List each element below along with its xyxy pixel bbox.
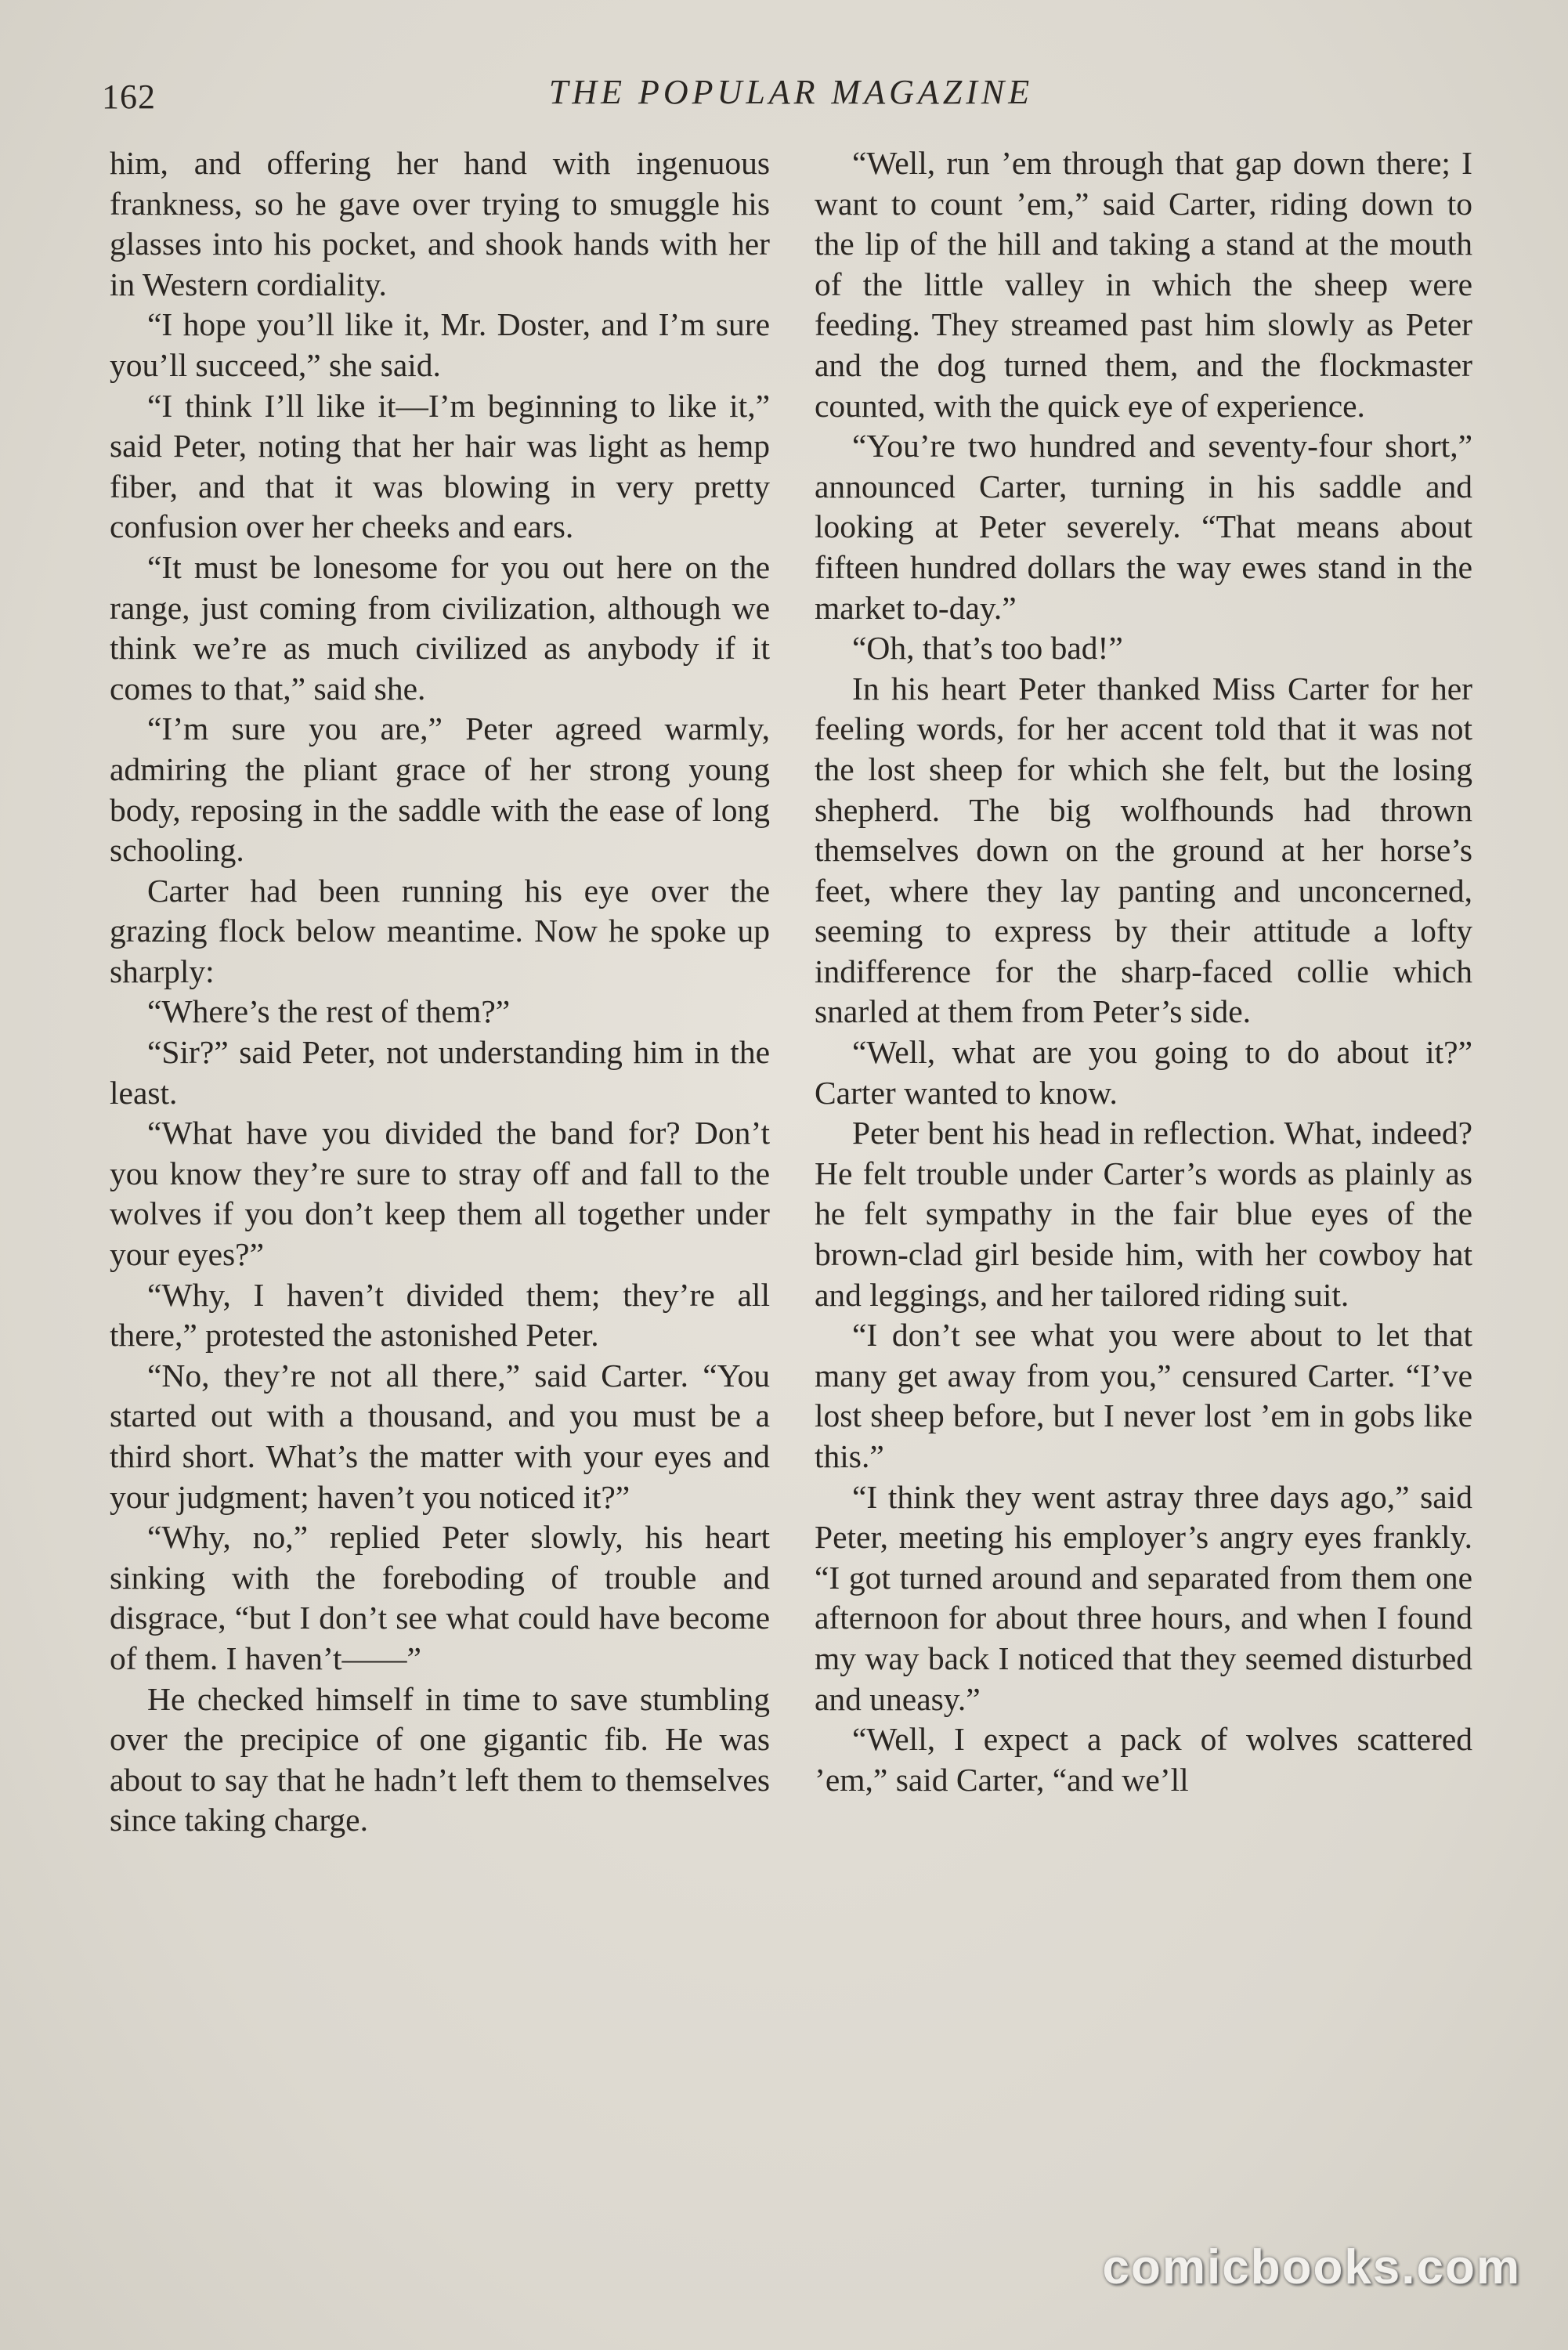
paragraph: Carter had been running his eye over the grazing flock below meantime. Now he spoke up sharply:: [110, 872, 770, 989]
paragraph: “No, they’re not all there,” said Carter. “You started out with a thousand, and you must be a third short. What’s the matter with your eyes and your judgment; haven’t you noticed it?”: [110, 1357, 770, 1515]
paragraph: “I think they went astray three days ago,” said Peter, meeting his employer’s angry eyes frankly. “I got turned around and separated from them one afternoon for about three hours, and when I found my way back I noticed that they seemed disturbed and uneasy.”: [815, 1478, 1472, 1717]
paragraph: “It must be lonesome for you out here on the range, just coming from civilization, although we think we’re as much civilized as anybody if it comes to that,” said she.: [110, 548, 770, 707]
running-title: THE POPULAR MAGAZINE: [548, 73, 1034, 111]
paragraph: “Well, what are you going to do about it?” Carter wanted to know.: [815, 1034, 1472, 1111]
paragraph: “Well, run ’em through that gap down there; I want to count ’em,” said Carter, riding down to the lip of the hill and taking a stand at the mouth of the little valley in which the sheep were feeding. They streamed past him slowly as Peter and the dog turned them, and the flockmaster counted, with the quick eye of experience.: [815, 145, 1472, 424]
paragraph: “You’re two hundred and seventy-four short,” announced Carter, turning in his saddle and looking at Peter severely. “That means about fifteen hundred dollars the way ewes stand in the market to-day.”: [815, 428, 1472, 626]
paragraph: “Sir?” said Peter, not understanding him in the least.: [110, 1034, 770, 1111]
paragraph: “I’m sure you are,” Peter agreed warmly, admiring the pliant grace of her strong young body, reposing in the saddle with the ease of long schooling.: [110, 710, 770, 869]
paragraph: “Why, no,” replied Peter slowly, his heart sinking with the foreboding of trouble and disgrace, “but I don’t see what could have become of them. I haven’t——”: [110, 1519, 770, 1676]
paragraph: Peter bent his head in reflection. What, indeed? He felt trouble under Carter’s words as plainly as he felt sympathy in the fair blue eyes of the brown-clad girl beside him, with her cowboy hat and leggings, and her tailored riding suit.: [815, 1115, 1472, 1313]
paragraph: “I think I’ll like it—I’m beginning to like it,” said Peter, noting that her hair was light as hemp fiber, and that it was blowing in very pretty confusion over her cheeks and ears.: [110, 387, 770, 545]
left-column: [110, 143, 770, 1841]
watermark: comicbooks.com: [1102, 2240, 1521, 2294]
paragraph: “What have you divided the band for? Don’t you know they’re sure to stray off and fall to the wolves if you don’t keep them all together under your eyes?”: [110, 1115, 770, 1273]
right-column: [815, 143, 1472, 1800]
paragraph: “Why, I haven’t divided them; they’re all there,” protested the astonished Peter.: [110, 1276, 770, 1354]
paragraph: “Well, I expect a pack of wolves scattered ’em,” said Carter, “and we’ll: [815, 1721, 1472, 1798]
page-header: [102, 66, 1480, 121]
paragraph: “Oh, that’s too bad!”: [852, 630, 1123, 667]
paragraph: In his heart Peter thanked Miss Carter for her feeling words, for her accent told that it was not the lost sheep for which she felt, but the losing shepherd. The big wolfhounds had thrown themselves down on the ground at her horse’s feet, where they lay panting and unconcerned, seeming to express by their attitude a lofty indifference for the sharp-faced collie which snarled at them from Peter’s side.: [815, 670, 1472, 1030]
paragraph: “Where’s the rest of them?”: [147, 993, 511, 1030]
paragraph: him, and offering her hand with ingenuous frankness, so he gave over trying to smuggle his glasses into his pocket, and shook hands with her in Western cordiality.: [110, 145, 770, 302]
page-number: 162: [102, 78, 156, 116]
paragraph: He checked himself in time to save stumbling over the precipice of one gigantic fib. He was about to say that he hadn’t left them to themselves since taking charge.: [110, 1680, 770, 1838]
paragraph: “I hope you’ll like it, Mr. Doster, and I’m sure you’ll succeed,” she said.: [110, 306, 770, 383]
paragraph: “I don’t see what you were about to let that many get away from you,” censured Carter. “I’ve lost sheep before, but I never lost ’em in gobs like this.”: [815, 1317, 1472, 1474]
